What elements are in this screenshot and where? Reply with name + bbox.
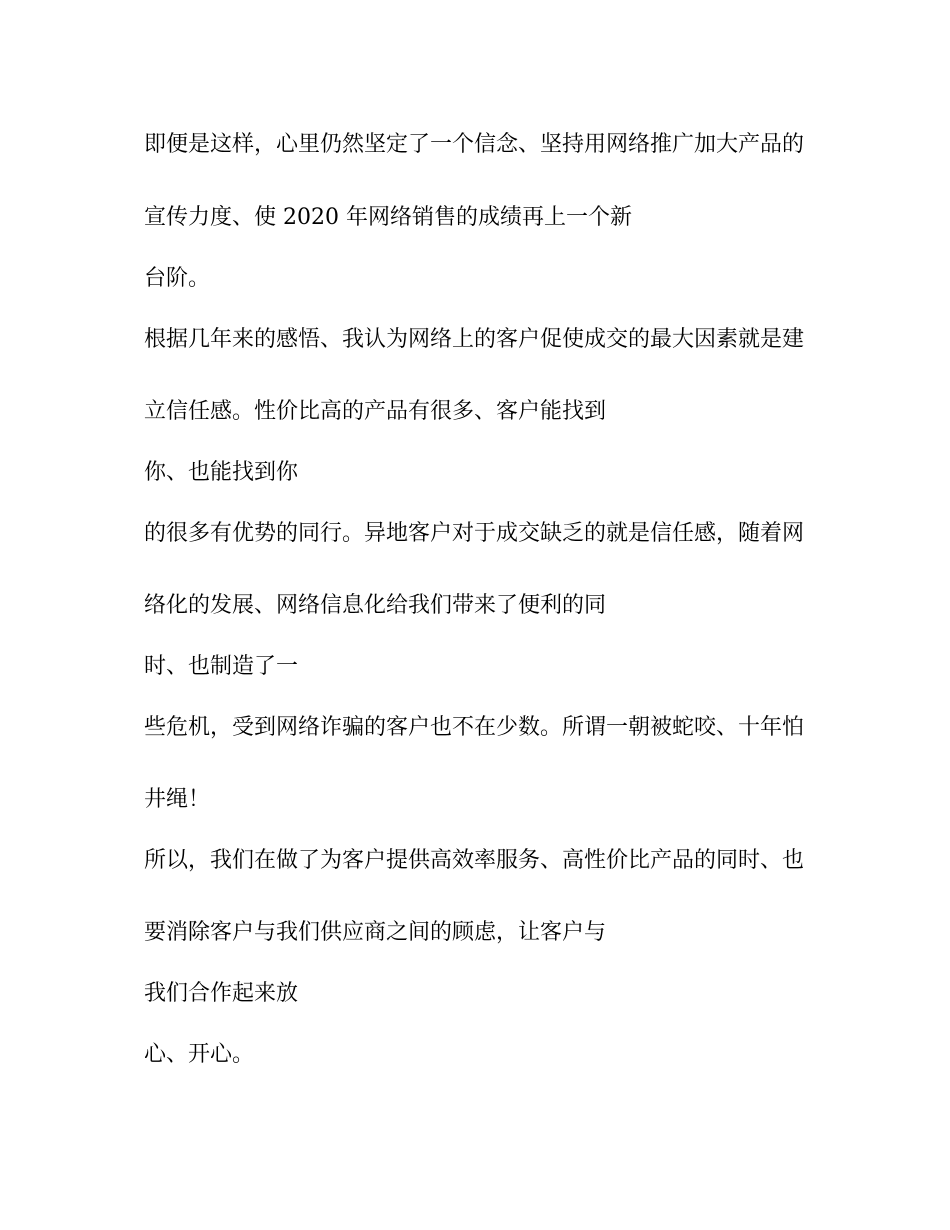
- text-line: 井绳！: [144, 787, 211, 812]
- text-line: 你、也能找到你: [144, 460, 299, 485]
- text-line: 台阶。: [144, 266, 211, 291]
- text-line: 络化的发展、网络信息化给我们带来了便利的同: [144, 593, 607, 618]
- text-line: 些危机，受到网络诈骗的客户也不在少数。所谓一朝被蛇咬、十年怕: [144, 715, 805, 740]
- text-line: 我们合作起来放: [144, 981, 299, 1006]
- text-line: 的很多有优势的同行。异地客户对于成交缺乏的就是信任感，随着网: [144, 521, 805, 546]
- text-line: 所以，我们在做了为客户提供高效率服务、高性价比产品的同时、也: [144, 848, 805, 873]
- text-line: 要消除客户与我们供应商之间的顾虑，让客户与: [144, 920, 607, 945]
- text-line: 即便是这样，心里仍然坚定了一个信念、坚持用网络推广加大产品的: [144, 132, 805, 157]
- text-line: 心、开心。: [144, 1042, 255, 1067]
- text-line: 根据几年来的感悟、我认为网络上的客户促使成交的最大因素就是建: [144, 327, 805, 352]
- text-line: 时、也制造了一: [144, 654, 299, 679]
- text-line: 立信任感。性价比高的产品有很多、客户能找到: [144, 399, 607, 424]
- text-line: 宣传力度、使 2020 年网络销售的成绩再上一个新: [144, 205, 632, 230]
